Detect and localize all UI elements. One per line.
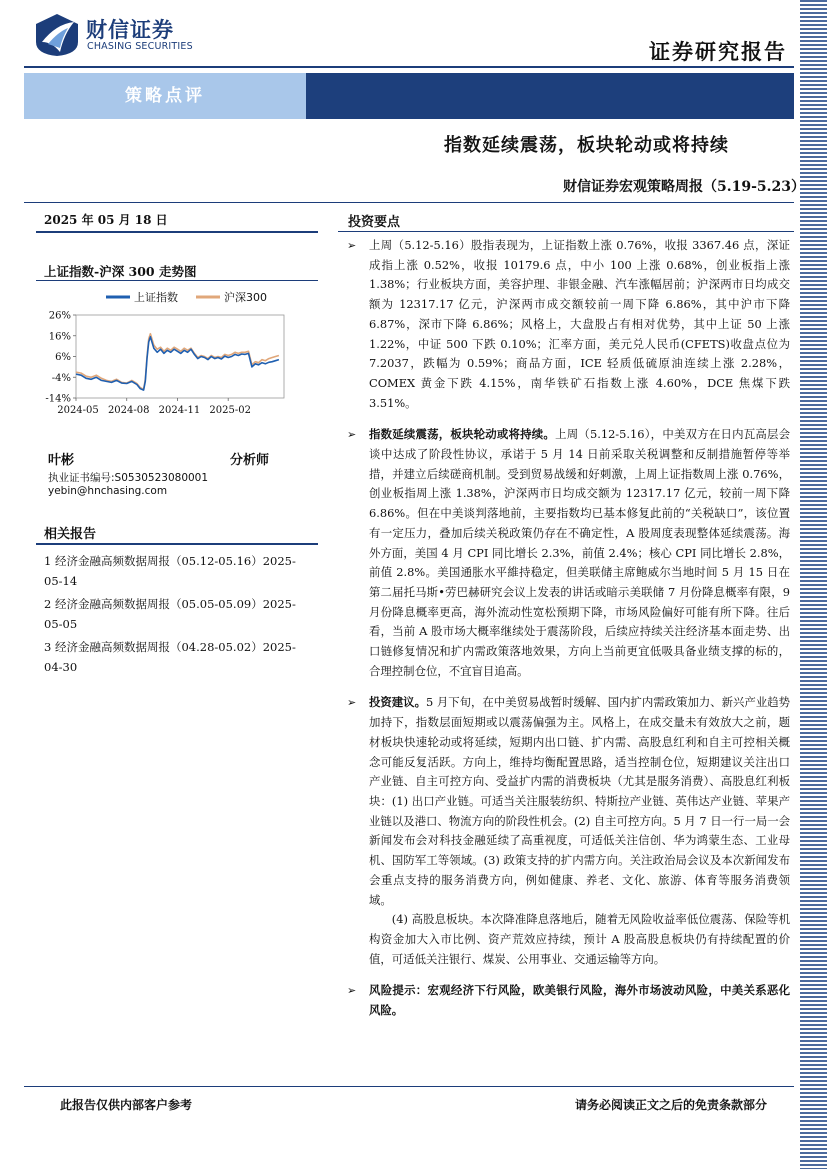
footer-note: 此报告仅供内部客户参考 [60,1098,193,1112]
y-tick-label: 26% [48,310,71,322]
key-point-market-review [345,236,790,413]
company-logo-icon [34,12,80,58]
related-reports-title: 相关报告 [44,527,97,542]
arrow-bullet-icon: ➢ [347,428,357,442]
report-type-label: 证券研究报告 [649,39,787,64]
related-report-item[interactable]: 1 经济金融高频数据周报（05.12-05.16）2025-05-14 [44,554,296,588]
key-points [345,236,790,1033]
logo-text-en: CHASING SECURITIES [87,41,193,52]
author-email[interactable]: yebin@hnchasing.com [48,485,168,497]
y-tick-label: 6% [55,352,71,363]
key-point-lead: 投资建议。 [369,695,426,710]
x-tick-label: 2024-08 [107,405,150,416]
report-title: 指数延续震荡，板块轮动或将持续 [444,135,729,156]
x-tick-label: 2024-11 [158,405,201,416]
report-subtitle: 财信证券宏观策略周报（5.19-5.23） [562,179,805,195]
author-name: 叶彬 [48,453,75,468]
y-tick-label: 16% [48,331,71,343]
related-report-item[interactable]: 3 经济金融高频数据周报（04.28-05.02）2025-04-30 [44,640,296,674]
x-tick-label: 2024-05 [57,405,99,416]
key-point-text: 上周（5.12-5.16），中美双方在日内瓦高层会谈中达成了阶段性协议，承诺于 5 月 14 日前采取关税调整和反制措施暂停等举措，并建立后续磋商机制。受到贸易战缓和好刺激，上周上证指数周上涨 0.76%，创业板指周上涨 1.38%，沪深两市日均成交额为 12317.17 亿元，较前一周下降 6.86%。但在中美谈判落地前，主要指数均已基本修复此前的“关税缺口”，该位置有一定压力，叠加后续关税政策仍存在不确定性，A 股周度表现整体延续震荡。海外方面，美国 4 月 CPI 同比增长 2.3%，前值 2.4%；核心 CPI 同比增长 2.8%，前值 2.8%。美国通胀水平維持稳定，但美联储主席鲍威尔当地时间 5 月 15 日在第二届托马斯•劳巴赫研究会议上发表的讲话或暗示美联储 7 月份降息概率有限，9 月份降息概率更高，海外流动性宽松预期下降，市场风险偏好可能有所下降。往后看，当前 A 股市场大概率继续处于震荡阶段，后续应持续关注经济基本面走势、出口链修复情况和扩内需政策落地效果，方向上当前更宜低吸具备业绩支撑的标的，合理控制仓位，不宜盲目追高。 [369,427,790,678]
chart-title: 上证指数-沪深 300 走势图 [44,264,197,279]
title-divider [24,202,794,203]
author-role: 分析师 [230,453,270,468]
arrow-bullet-icon: ➢ [347,696,357,710]
key-point-text: (4) 高股息板块。本次降准降息落地后，随着无风险收益率低位震荡、保险等机构资金加大入市比例、资产荒效应持续，预计 A 股高股息板块仍有持续配置的价值，可适低关注银行、煤炭、公用事业、交通运输等方向。 [369,912,790,966]
related-divider [36,543,318,545]
y-tick-label: -4% [51,372,71,384]
index-trend-chart [36,285,306,420]
x-tick-label: 2025-02 [209,405,251,416]
y-tick-label: -14% [45,393,71,405]
related-report-item[interactable]: 2 经济金融高频数据周报（05.05-05.09）2025-05-05 [44,597,296,631]
chart-plot-frame [76,315,284,398]
arrow-bullet-icon: ➢ [347,984,357,998]
key-point-text: 5 月下旬，在中美贸易战暂时缓解、国内扩内需政策加力、新兴产业趋势加持下，指数层面短期或以震荡偏强为主。风格上，在成交量未有效放大之前，题材板块快速轮动或将延续，短期内出口链、扩内需、高股息红利和自主可控相关概念可能反复活跃。方向上，维持均衡配置思路，适当控制仓位，短期建议关注出口产业链、自主可控方向、受益扩内需的消费板块（尤其是服务消费）、高股息红利板块：(1) 出口产业链。可适当关注服装纺织、特斯拉产业链、英伟达产业链、苹果产业链以及港口、物流方向的阶段性机会。(2) 自主可控方向。5 月 7 日一行一局一会新闻发布会对科技金融延续了高重视度，可适低关注信创、华为鸿蒙生态、工业母机、国防军工等领域。(3) 政策支持的扩内需方向。关注政治局会议及本次新闻发布会重点支持的服务消费方向，例如健康、养老、文化、旅游、体育等服务消费领域。 [369,695,791,907]
key-point-lead: 指数延续震荡，板块轮动或将持续。 [369,427,556,442]
key-point-text: 上周（5.12-5.16）股指表现为，上证指数上涨 0.76%，收报 3367.46 点，深证成指上涨 0.52%，收报 10179.6 点，中小 100 上涨 0.68%，创业板指上涨 1.38%；行业板块方面，美容护理、非银金融、汽车涨幅居前；沪深两市日均成交额为 12317.17 亿元，沪深两市成交额较前一周下降 6.86%，其中沪市下降 6.87%，深市下降 6.86%；风格上，大盘股占有相对优势，其中上证 50 上涨 1.22%，中证 500 下跌 0.10%；汇率方面，美元兑人民币(CFETS)收盘点位为 7.2037，跌幅为 0.59%；商品方面，ICE 轻质低硫原油连续上涨 2.28%，COMEX 黄金下跌 4.15%，南华铁矿石指数上涨 4.60%，DCE 焦煤下跌 3.51%。 [369,238,790,410]
footer-divider [24,1086,794,1087]
related-reports-list [44,551,312,680]
report-date: 2025 年 05 月 18 日 [44,213,168,227]
section-title: 投资要点 [348,215,401,230]
header-divider [24,66,794,68]
disclaimer-note[interactable]: 请务必阅读正文之后的免责条款部分 [574,1098,767,1112]
risk-warning: 风险提示：宏观经济下行风险，欧美银行风险，海外市场波动风险，中美关系恶化风险。 [369,983,790,1018]
legend-label: 沪深300 [224,291,267,304]
chart-divider [36,280,318,281]
category-label: 策略点评 [125,86,205,106]
logo-text-cn: 财信证券 [86,18,174,42]
arrow-bullet-icon: ➢ [347,239,357,252]
legend-label: 上证指数 [134,291,178,304]
series-line-sh-index [76,337,279,390]
key-point-advice [345,693,790,969]
certificate-number: 执业证书编号:S0530523080001 [48,472,209,484]
key-point-risk [345,981,790,1020]
section-divider [338,231,794,232]
left-divider [36,231,318,233]
key-point-outlook [345,425,790,681]
